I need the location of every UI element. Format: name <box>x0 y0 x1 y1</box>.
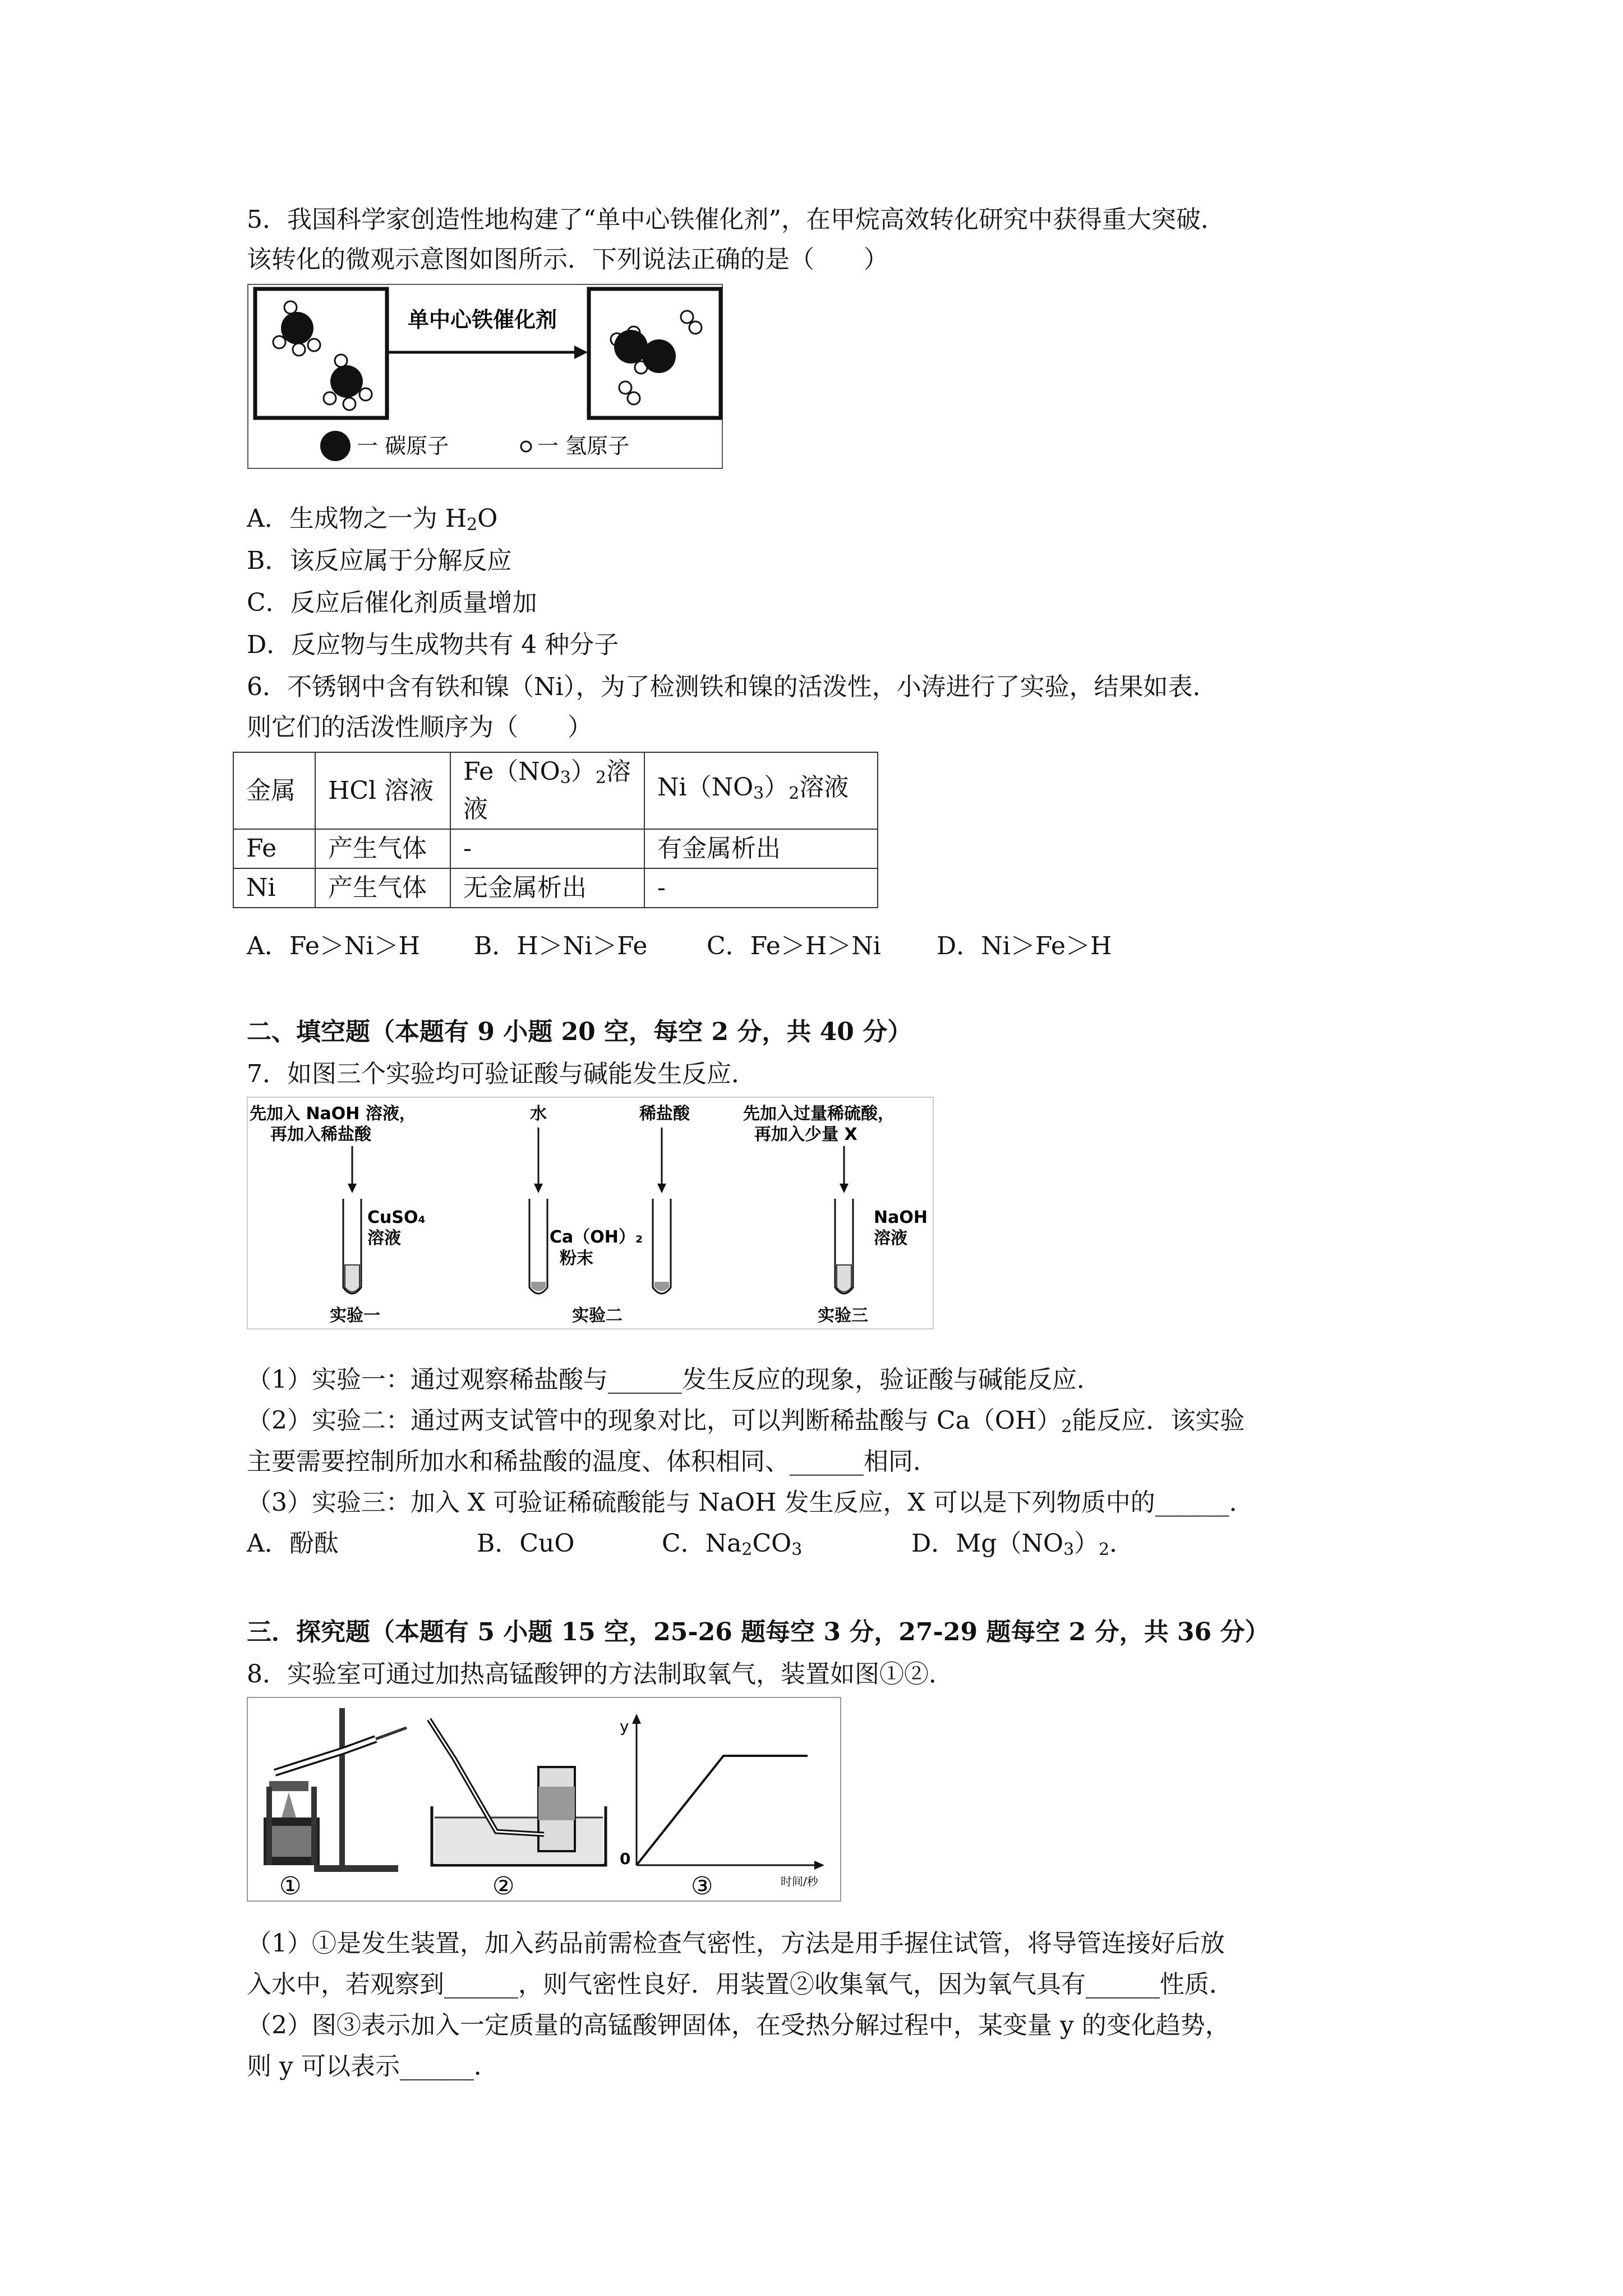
q7-experiment-diagram <box>247 1097 934 1329</box>
legend-hydrogen: 一 氢原子 <box>537 434 630 458</box>
exp3-instruction-line2: 再加入少量 X <box>754 1125 857 1144</box>
exp1-tube-label-line2: 溶液 <box>367 1228 401 1248</box>
q7-option-d: D．$Mg(NO_3)_2$． <box>911 1529 1135 1559</box>
q8-stem: 8．实验室可通过加热高锰酸钾的方法制取氧气，装置如图①②． <box>247 1660 953 1688</box>
exp1-instruction-line1: 先加入 NaOH 溶液， <box>250 1104 416 1124</box>
q5-stem-line2: 该转化的微观示意图如图所示．下列说法正确的是（ ） <box>247 245 888 274</box>
q7-part2-line1: （2）实验二：通过两支试管中的现象对比，可以判断稀盐酸与 $Ca(OH)_2$能反应．该实验 <box>247 1406 1245 1437</box>
table-cell: 产生气体 <box>315 829 450 868</box>
q8-part1-line2: 入水中，若观察到______，则气密性良好．用装置②收集氧气，因为氧气具有______性质． <box>247 1970 1234 1999</box>
apparatus-label-2: ② <box>492 1872 515 1901</box>
test-tube <box>529 1199 547 1294</box>
exp1-tube-label-line1: CuSO₄ <box>367 1208 426 1227</box>
exp2-water-label: 水 <box>530 1104 547 1124</box>
q5-option-b: B．该反应属于分解反应 <box>247 546 512 575</box>
q7-option-a: A．酚酞 <box>247 1529 339 1558</box>
table-cell: Ni <box>233 868 315 908</box>
q6-option-c: C．Fe＞H＞Ni <box>707 932 881 960</box>
section-2-heading: 二、填空题（本题有 9 小题 20 空，每空 2 分，共 40 分） <box>247 1018 912 1046</box>
table-header-hcl: HCl 溶液 <box>315 752 450 829</box>
q7-stem: 7．如图三个实验均可验证酸与碱能发生反应． <box>247 1060 756 1088</box>
table-header-row <box>233 752 878 829</box>
table-row <box>233 868 878 908</box>
q8-part2-line1: （2）图③表示加入一定质量的高锰酸钾固体，在受热分解过程中，某变量 y 的变化趋势， <box>247 2011 1230 2040</box>
q6-option-b: B．H＞Ni＞Fe <box>474 932 648 960</box>
carbon-atom-legend-icon <box>320 431 351 461</box>
q8-apparatus-diagram <box>247 1697 841 1902</box>
q5-option-d: D．反应物与生成物共有 4 种分子 <box>247 631 619 659</box>
q7-option-b: B．CuO <box>477 1529 575 1558</box>
table-cell: 无金属析出 <box>450 868 644 908</box>
q5-option-c: C．反应后催化剂质量增加 <box>247 588 537 617</box>
q6-options <box>247 930 1112 963</box>
table-cell: - <box>450 829 644 868</box>
legend-carbon: 一 碳原子 <box>357 434 449 458</box>
exp2-acid-label: 稀盐酸 <box>639 1104 690 1124</box>
q6-stem-line1: 6．不锈钢中含有铁和镍（Ni），为了检测铁和镍的活泼性，小涛进行了实验，结果如表． <box>247 673 1218 701</box>
exp3-name: 实验三 <box>818 1306 868 1326</box>
exp3-instruction-line1: 先加入过量稀硫酸， <box>743 1104 895 1124</box>
q6-option-a: A．Fe＞Ni＞H <box>247 932 420 960</box>
q6-result-table <box>233 752 878 908</box>
q8-part1-line1: （1）①是发生装置，加入药品前需检查气密性，方法是用手握住试管，将导管连接好后放 <box>247 1929 1225 1958</box>
q5-stem-line1: 5．我国科学家创造性地构建了“单中心铁催化剂”，在甲烷高效转化研究中获得重大突破． <box>247 205 1225 234</box>
exp2-name: 实验二 <box>572 1306 623 1326</box>
table-cell: Fe <box>233 829 315 868</box>
apparatus-label-1: ① <box>279 1872 302 1901</box>
exp1-name: 实验一 <box>330 1306 380 1326</box>
q5-reaction-diagram <box>247 283 723 470</box>
catalyst-label: 单中心铁催化剂 <box>407 307 557 332</box>
q6-option-d: D．Ni＞Fe＞H <box>937 932 1112 960</box>
y-axis-label: y <box>620 1717 629 1736</box>
q7-part3: （3）实验三：加入 X 可验证稀硫酸能与 NaOH 发生反应，X 可以是下列物质中的______． <box>247 1488 1254 1517</box>
q7-part2-line2: 主要需要控制所加水和稀盐酸的温度、体积相同、______相同． <box>247 1447 938 1476</box>
exp3-tube-label-line1: NaOH <box>874 1208 928 1227</box>
hydrogen-atom-legend-icon <box>521 441 531 452</box>
q6-stem-line2: 则它们的活泼性顺序为（ ） <box>247 713 592 742</box>
table-header-ni-nitrate: $Ni(NO_3)_2$溶液 <box>644 752 878 829</box>
q7-option-c: C．$Na_2CO_3$ <box>662 1529 803 1559</box>
table-cell: - <box>644 868 878 908</box>
table-header-metal: 金属 <box>233 752 315 829</box>
table-cell: 有金属析出 <box>644 829 878 868</box>
q7-options <box>247 1527 1134 1567</box>
origin-label: 0 <box>620 1849 631 1868</box>
x-axis-label: 时间/秒 <box>781 1875 818 1888</box>
exp1-instruction-line2: 再加入稀盐酸 <box>270 1125 371 1144</box>
q7-part1: （1）实验一：通过观察稀盐酸与______发生反应的现象，验证酸与碱能反应． <box>247 1365 1101 1394</box>
table-cell: 产生气体 <box>315 868 450 908</box>
exp3-tube-label-line2: 溶液 <box>874 1228 907 1248</box>
exp2-powder-label-line1: Ca（OH）₂ <box>550 1227 643 1247</box>
section-3-heading: 三．探究题（本题有 5 小题 15 空，25-26 题每空 3 分，27-29 题每空 2 分，共 36 分） <box>247 1618 1270 1646</box>
apparatus-label-3: ③ <box>691 1872 713 1901</box>
table-row <box>233 829 878 868</box>
table-header-fe-nitrate: $Fe(NO_3)_2$溶 液 <box>450 752 644 829</box>
test-tube <box>653 1199 671 1294</box>
q8-part2-line2: 则 y 可以表示______． <box>247 2052 499 2081</box>
exp2-powder-label-line2: 粉末 <box>560 1249 593 1268</box>
q5-option-a: A．生成物之一为 $H_2O$ <box>247 504 498 535</box>
